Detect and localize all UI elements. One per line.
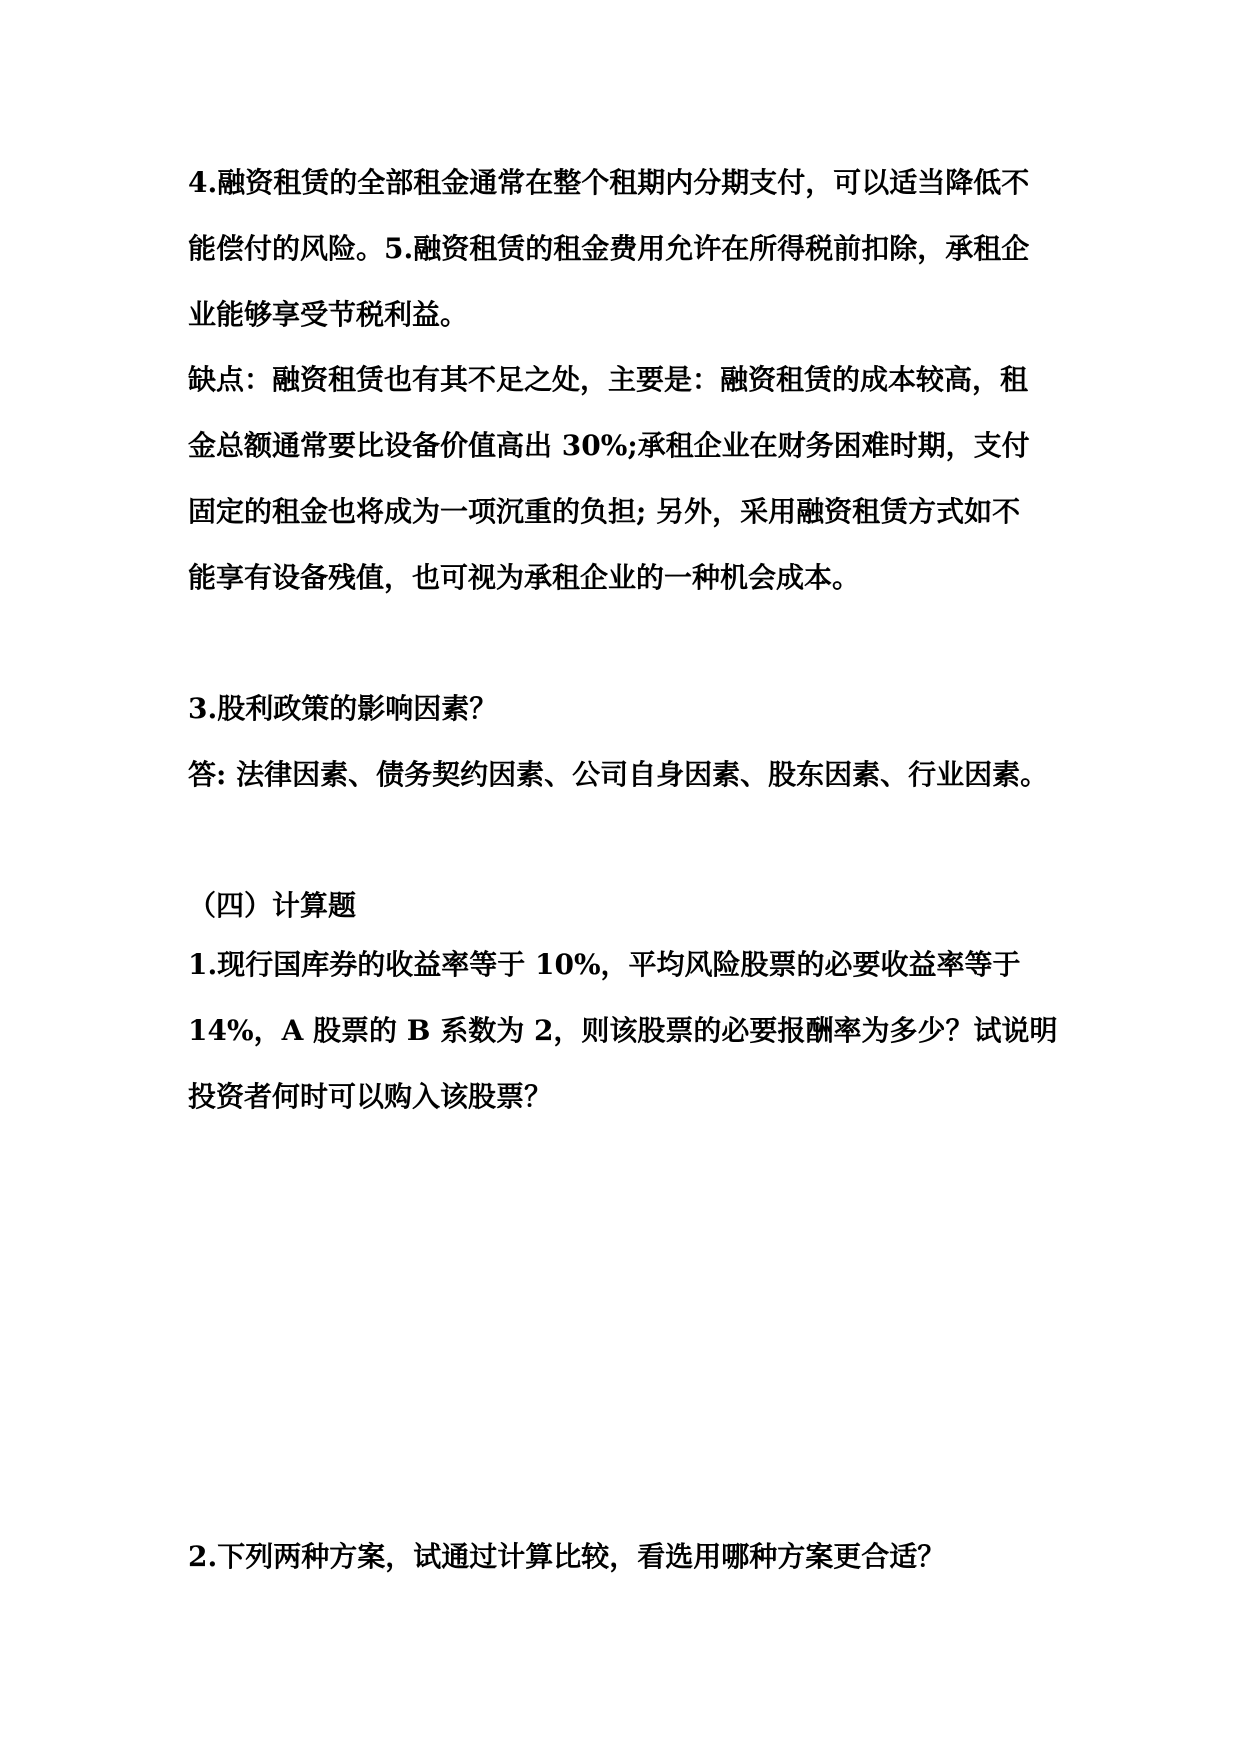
paragraph-disadvantages: [188, 347, 1068, 611]
text-line: 能享有设备残值，也可视为承租企业的一种机会成本。: [188, 561, 861, 594]
calculation-question-1: [188, 932, 1068, 1130]
section-title: （四）计算题: [188, 889, 357, 922]
text-line: 金总额通常要比设备价值高出 30%;承租企业在财务困难时期，支付: [188, 429, 1030, 462]
question-3: 3.股利政策的影响因素？: [188, 692, 498, 725]
paragraph-advantages: [188, 150, 1068, 348]
text-line: 14%，A 股票的 B 系数为 2，则该股票的必要报酬率为多少？试说明: [188, 1014, 1058, 1047]
text-line: 缺点：融资租赁也有其不足之处，主要是：融资租赁的成本较高，租: [188, 363, 1029, 396]
text-line: 固定的租金也将成为一项沉重的负担; 另外，采用融资租赁方式如不: [188, 495, 1021, 528]
text-line: 能偿付的风险。5.融资租赁的租金费用允许在所得税前扣除，承租企: [188, 232, 1030, 265]
text-line: 1.现行国库券的收益率等于 10%，平均风险股票的必要收益率等于: [188, 948, 1021, 981]
answer-3: 答: 法律因素、债务契约因素、公司自身因素、股东因素、行业因素。: [188, 758, 1049, 791]
text-line: 投资者何时可以购入该股票？: [188, 1080, 553, 1113]
text-line: 4.融资租赁的全部租金通常在整个租期内分期支付，可以适当降低不: [188, 166, 1030, 199]
text-line: 业能够享受节税利益。: [188, 298, 469, 331]
calculation-question-2: 2.下列两种方案，试通过计算比较，看选用哪种方案更合适？: [188, 1540, 946, 1573]
